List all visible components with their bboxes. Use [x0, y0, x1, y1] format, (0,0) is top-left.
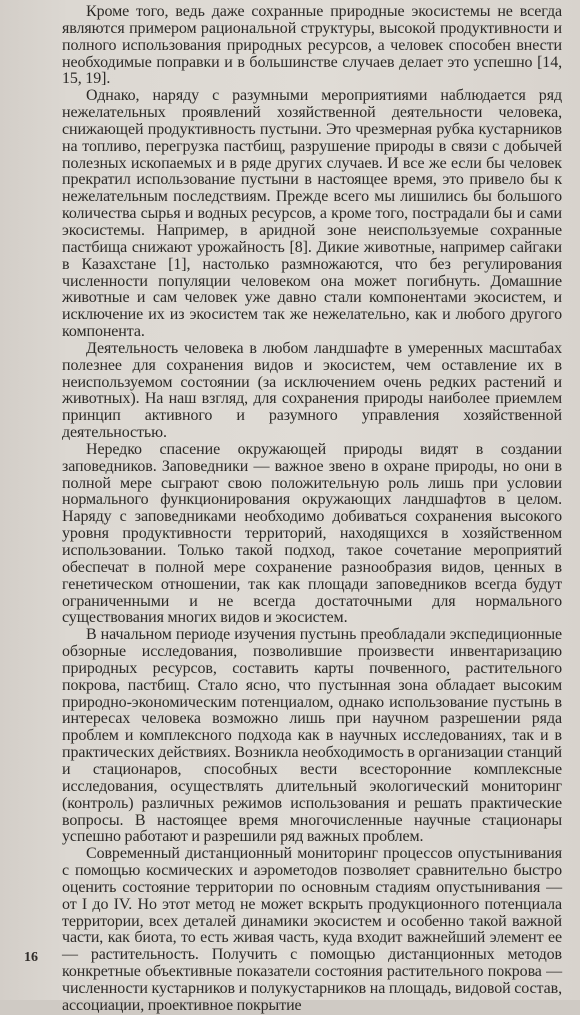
- paragraph-4: Нередко спасение окружающей природы видят в создании заповедников. Заповедники — важное звено в охране природы, но они в полной мере сыграют свою положительную роль лишь при условии нормального функционирования окружающих ландшафтов в целом. Наряду с заповедниками необходимо добиваться сохранения высокого уровня продуктивности территорий, находящихся в хозяйственном использовании. Только такой подход, такое сочетание мероприятий обеспечат в полной мере сохранение разнообразия видов, ценных в генетическом отношении, так как площади заповедников всегда будут ограниченными и не всегда достаточными для нормального существования многих видов и экосистем.: [62, 440, 562, 627]
- page-number: 16: [24, 950, 38, 965]
- paragraph-2: Однако, наряду с разумными мероприятиями наблюдается ряд нежелательных проявлений хозяйственной деятельности человека, снижающей продуктивность пустыни. Это чрезмерная рубка кустарников на топливо, перегрузка пастбищ, разрушение природы в связи с добычей полезных ископаемых и в ряде других случаев. И все же если бы человек прекратил использование пустыни в настоящее время, это привело бы к нежелательным последствиям. Прежде всего мы лишились бы большого количества сырья и водных ресурсов, а кроме того, пострадали бы и сами экосистемы. Например, в аридной зоне неиспользуемые сохранные пастбища снижают урожайность [8]. Дикие животные, например сайгаки в Казахстане [1], настолько размножаются, что без регулирования численности популяции человеком она может погибнуть. Домашние животные и сам человек уже давно стали компонентами экосистем, и исключение их из экосистем так же нежелательно, как и любого другого компонента.: [62, 87, 562, 341]
- paragraph-6: Современный дистанционный мониторинг процессов опустынивания с помощью космических и аэрометодов позволяет сравнительно быстро оценить состояние территории по основным стадиям опустынивания — от I до IV. Но этот метод не может вскрыть продукционного потенциала территории, всех деталей динамики экосистем и особенно такой важной части, как биота, то есть живая часть, куда входит важнейший элемент ее — растительность. Получить с помощью дистанционных методов конкретные объективные показатели состояния растительного покрова — численности кустарников и полукустарников на площадь, видовой состав, ассоциации, проективное покрытие: [62, 845, 562, 1014]
- paragraph-1: Кроме того, ведь даже сохранные природные экосистемы не всегда являются примером рациональной структуры, высокой продуктивности и полного использования природных ресурсов, а человек способен внести необходимые поправки и в большинстве случаев делает это успешно [14, 15, 19].: [62, 3, 562, 88]
- text-column: [62, 4, 562, 1015]
- paragraph-3: Деятельность человека в любом ландшафте в умеренных масштабах полезнее для сохранения видов и экосистем, чем оставление их в неиспользуемом состоянии (за исключением очень редких растений и животных). На наш взгляд, для сохранения природы наиболее приемлем принцип активного и разумного управления хозяйственной деятельностью.: [62, 339, 562, 442]
- paragraph-5: В начальном периоде изучения пустынь преобладали экспедиционные обзорные исследования, позволившие произвести инвентаризацию природных ресурсов, составить карты почвенного, растительного покрова, пастбищ. Стало ясно, что пустынная зона обладает высоким природно-экономическим потенциалом, однако использование пустынь в интересах человека возможно лишь при научном разрешении ряда проблем и комплексного подхода как в научных исследованиях, так и в практических действиях. Возникла необходимость в организации станций и стационаров, способных вести всесторонние комплексные исследования, осуществлять длительный экологический мониторинг (контроль) различных режимов использования и решать практические вопросы. В настоящее время многочисленные научные стационары успешно работают и разрешили ряд важных проблем.: [62, 626, 562, 846]
